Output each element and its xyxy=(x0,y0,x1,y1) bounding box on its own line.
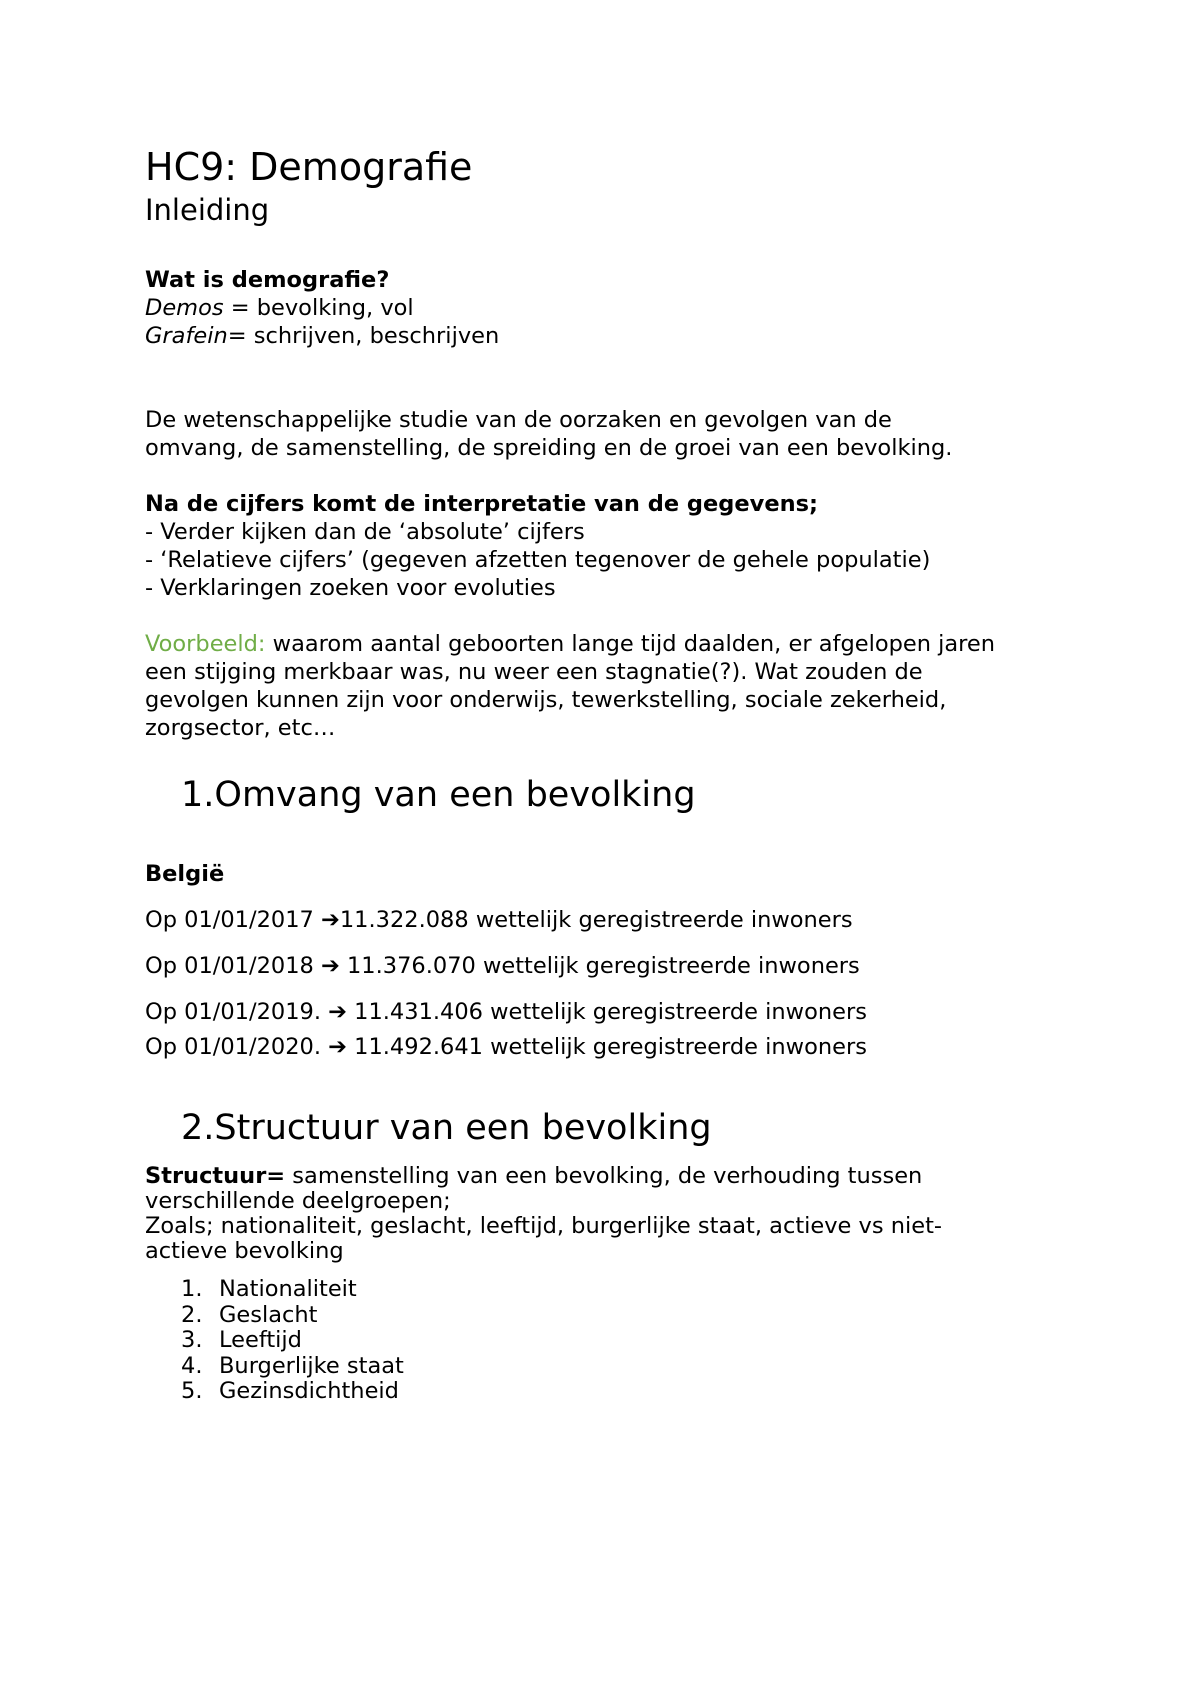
arrow-right-icon: ➔ xyxy=(320,953,340,979)
interpretation-heading: Na de cijfers komt de interpretatie van de gegevens; xyxy=(145,491,819,517)
example-line-1 xyxy=(145,630,995,658)
arrow-right-icon: ➔ xyxy=(328,1034,347,1060)
grafein-definition xyxy=(145,322,499,350)
example-line-2: een stijging merkbaar was, nu weer een stagnatie(?). Wat zouden de xyxy=(145,659,923,685)
population-value: 11.376.070 wettelijk geregistreerde inwoners xyxy=(339,953,860,979)
structure-list xyxy=(181,1277,404,1405)
structure-definition-line-1 xyxy=(145,1164,922,1189)
structure-term: Structuur= xyxy=(145,1163,286,1189)
document-subtitle: Inleiding xyxy=(145,193,270,227)
list-item-label: Gezinsdichtheid xyxy=(219,1378,399,1404)
population-value: 11.492.641 wettelijk geregistreerde inwoners xyxy=(347,1034,867,1060)
list-item-label: Geslacht xyxy=(219,1301,318,1328)
document-title: HC9: Demografie xyxy=(145,145,473,189)
population-date: Op 01/01/2019. xyxy=(145,999,329,1025)
arrow-right-icon: ➔ xyxy=(320,907,340,933)
example-line-4: zorgsector, etc… xyxy=(145,715,336,741)
list-item-number: 5. xyxy=(181,1378,203,1404)
definition-line-2: omvang, de samenstelling, de spreiding en de groei van een bevolking. xyxy=(145,435,953,461)
population-value: 11.322.088 wettelijk geregistreerde inwoners xyxy=(339,907,853,933)
country-label: België xyxy=(145,861,225,887)
population-date: Op 01/01/2017 xyxy=(145,907,321,933)
list-item xyxy=(181,1303,404,1329)
structure-definition: samenstelling van een bevolking, de verhouding tussen xyxy=(285,1163,923,1189)
list-item xyxy=(181,1379,404,1405)
list-item-label: Nationaliteit xyxy=(219,1276,357,1302)
example-label: Voorbeeld: xyxy=(145,631,266,657)
demos-meaning: = bevolking, vol xyxy=(223,295,414,321)
section-2-heading: 2.Structuur van een bevolking xyxy=(181,1108,712,1148)
list-item-number: 1. xyxy=(181,1276,203,1302)
list-item xyxy=(181,1277,404,1303)
section-1-heading: 1.Omvang van een bevolking xyxy=(181,775,696,815)
bullet-item: - Verklaringen zoeken voor evoluties xyxy=(145,575,556,601)
population-row xyxy=(145,1033,867,1061)
population-date: Op 01/01/2018 xyxy=(145,953,321,979)
population-row xyxy=(145,906,853,934)
list-item-number: 4. xyxy=(181,1352,203,1379)
question-heading: Wat is demografie? xyxy=(145,267,390,293)
structure-examples-line-1: Zoals; nationaliteit, geslacht, leeftijd, burgerlijke staat, actieve vs niet- xyxy=(145,1213,943,1239)
list-item xyxy=(181,1354,404,1380)
arrow-right-icon: ➔ xyxy=(328,999,347,1025)
structure-examples-line-2: actieve bevolking xyxy=(145,1238,344,1264)
population-row xyxy=(145,998,867,1026)
list-item-label: Leeftijd xyxy=(219,1327,302,1353)
list-item xyxy=(181,1328,404,1354)
structure-definition-line-2: verschillende deelgroepen; xyxy=(145,1188,451,1214)
list-item-number: 3. xyxy=(181,1327,203,1353)
example-text: waarom aantal geboorten lange tijd daalden, er afgelopen jaren xyxy=(265,631,996,657)
grafein-term: Grafein xyxy=(145,323,228,349)
definition-line-1: De wetenschappelijke studie van de oorzaken en gevolgen van de xyxy=(145,407,892,433)
grafein-meaning: = schrijven, beschrijven xyxy=(227,323,500,349)
list-item-number: 2. xyxy=(181,1301,203,1328)
population-date: Op 01/01/2020. xyxy=(145,1034,329,1060)
population-value: 11.431.406 wettelijk geregistreerde inwoners xyxy=(347,999,867,1025)
demos-term: Demos xyxy=(145,295,224,321)
demos-definition xyxy=(145,294,414,322)
example-line-3: gevolgen kunnen zijn voor onderwijs, tewerkstelling, sociale zekerheid, xyxy=(145,687,947,713)
bullet-item: - Verder kijken dan de ‘absolute’ cijfers xyxy=(145,519,585,545)
bullet-item: - ‘Relatieve cijfers’ (gegeven afzetten tegenover de gehele populatie) xyxy=(145,547,931,573)
population-row xyxy=(145,952,860,980)
list-item-label: Burgerlijke staat xyxy=(219,1352,404,1379)
